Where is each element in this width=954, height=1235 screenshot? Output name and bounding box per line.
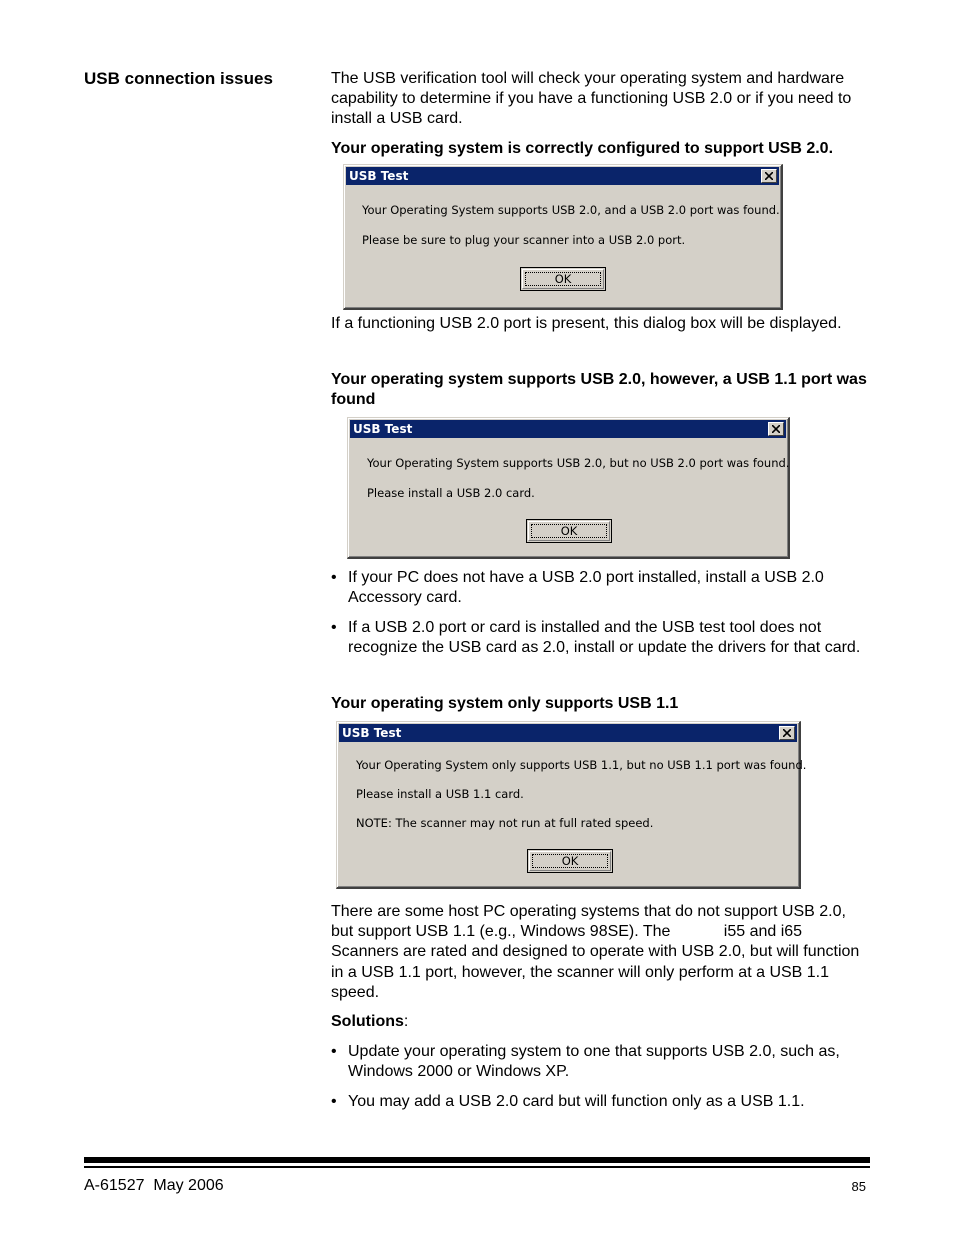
bullet-text: If your PC does not have a USB 2.0 port installed, install a USB 2.0 Accessory card. [348, 569, 824, 607]
dialog-title: USB Test [350, 420, 786, 438]
solutions-label-text: Solutions [331, 1013, 404, 1030]
intro-paragraph: The USB verification tool will check your operating system and hardware capability to determine if you have a functioning USB 2.0 or if you need to install a USB card. [331, 70, 852, 128]
ok-button-label: OK [531, 524, 607, 538]
usb-test-dialog-1 [343, 164, 783, 310]
solutions-label [331, 1012, 871, 1032]
dialog-title: USB Test [346, 167, 779, 185]
close-icon [772, 425, 780, 433]
list-item [331, 568, 871, 608]
dialog-message-1: Your Operating System only supports USB 1.1, but no USB 1.1 port was found. [356, 758, 807, 772]
case1-description: If a functioning USB 2.0 port is present, this dialog box will be displayed. [331, 315, 842, 332]
list-item [331, 1092, 871, 1112]
ok-button-label: OK [525, 272, 601, 286]
solutions-colon: : [403, 1013, 409, 1030]
usb-test-dialog-3 [336, 721, 807, 889]
close-icon [783, 729, 791, 737]
list-item [331, 618, 871, 658]
footer-rule-thick [84, 1157, 870, 1163]
case1-heading: Your operating system is correctly configured to support USB 2.0. [331, 140, 834, 157]
dialog-message-2: Please be sure to plug your scanner into a USB 2.0 port. [362, 233, 686, 247]
dialog-message-2: Please install a USB 2.0 card. [367, 486, 535, 500]
ok-button[interactable] [520, 267, 606, 291]
close-button[interactable] [761, 169, 777, 183]
ok-button[interactable] [527, 849, 613, 873]
case3-paragraph: There are some host PC operating systems that do not support USB 2.0, but support USB 1.1 (e.g., Windows 98SE). The i55 and i65 Scanners are rated and designed to operate with USB 2.0, but will function in a USB 1.1 port, however, the scanner will only perform at a USB 1.1 speed. [331, 903, 864, 1001]
dialog-message-3: NOTE: The scanner may not run at full rated speed. [356, 816, 654, 830]
close-button[interactable] [779, 726, 795, 740]
dialog-title: USB Test [339, 724, 797, 742]
section-heading: USB connection issues [84, 69, 273, 88]
ok-button[interactable] [526, 519, 612, 543]
bullet-text: If a USB 2.0 port or card is installed and the USB test tool does not recognize the USB card as 2.0, install or update the drivers for that card. [348, 619, 861, 657]
bullet: • [331, 1093, 337, 1110]
footer-rule-thin [84, 1166, 870, 1168]
ok-button-label: OK [532, 854, 608, 868]
bullet-text: You may add a USB 2.0 card but will function only as a USB 1.1. [348, 1093, 805, 1110]
close-icon [765, 172, 773, 180]
usb-test-dialog-2 [347, 417, 790, 559]
page-number: 85 [851, 1179, 866, 1194]
bullet-text: Update your operating system to one that supports USB 2.0, such as, Windows 2000 or Windows XP. [348, 1043, 840, 1081]
case2-heading: Your operating system supports USB 2.0, however, a USB 1.1 port was found [331, 371, 867, 409]
list-item [331, 1042, 871, 1082]
bullet: • [331, 569, 337, 586]
dialog-message-1: Your Operating System supports USB 2.0, and a USB 2.0 port was found. [362, 203, 780, 217]
dialog-message-1: Your Operating System supports USB 2.0, but no USB 2.0 port was found. [367, 456, 790, 470]
bullet: • [331, 619, 337, 636]
footer-doc-id: A-61527 May 2006 [84, 1177, 224, 1194]
case3-heading: Your operating system only supports USB 1.1 [331, 695, 679, 712]
dialog-message-2: Please install a USB 1.1 card. [356, 787, 524, 801]
bullet: • [331, 1043, 337, 1060]
close-button[interactable] [768, 422, 784, 436]
